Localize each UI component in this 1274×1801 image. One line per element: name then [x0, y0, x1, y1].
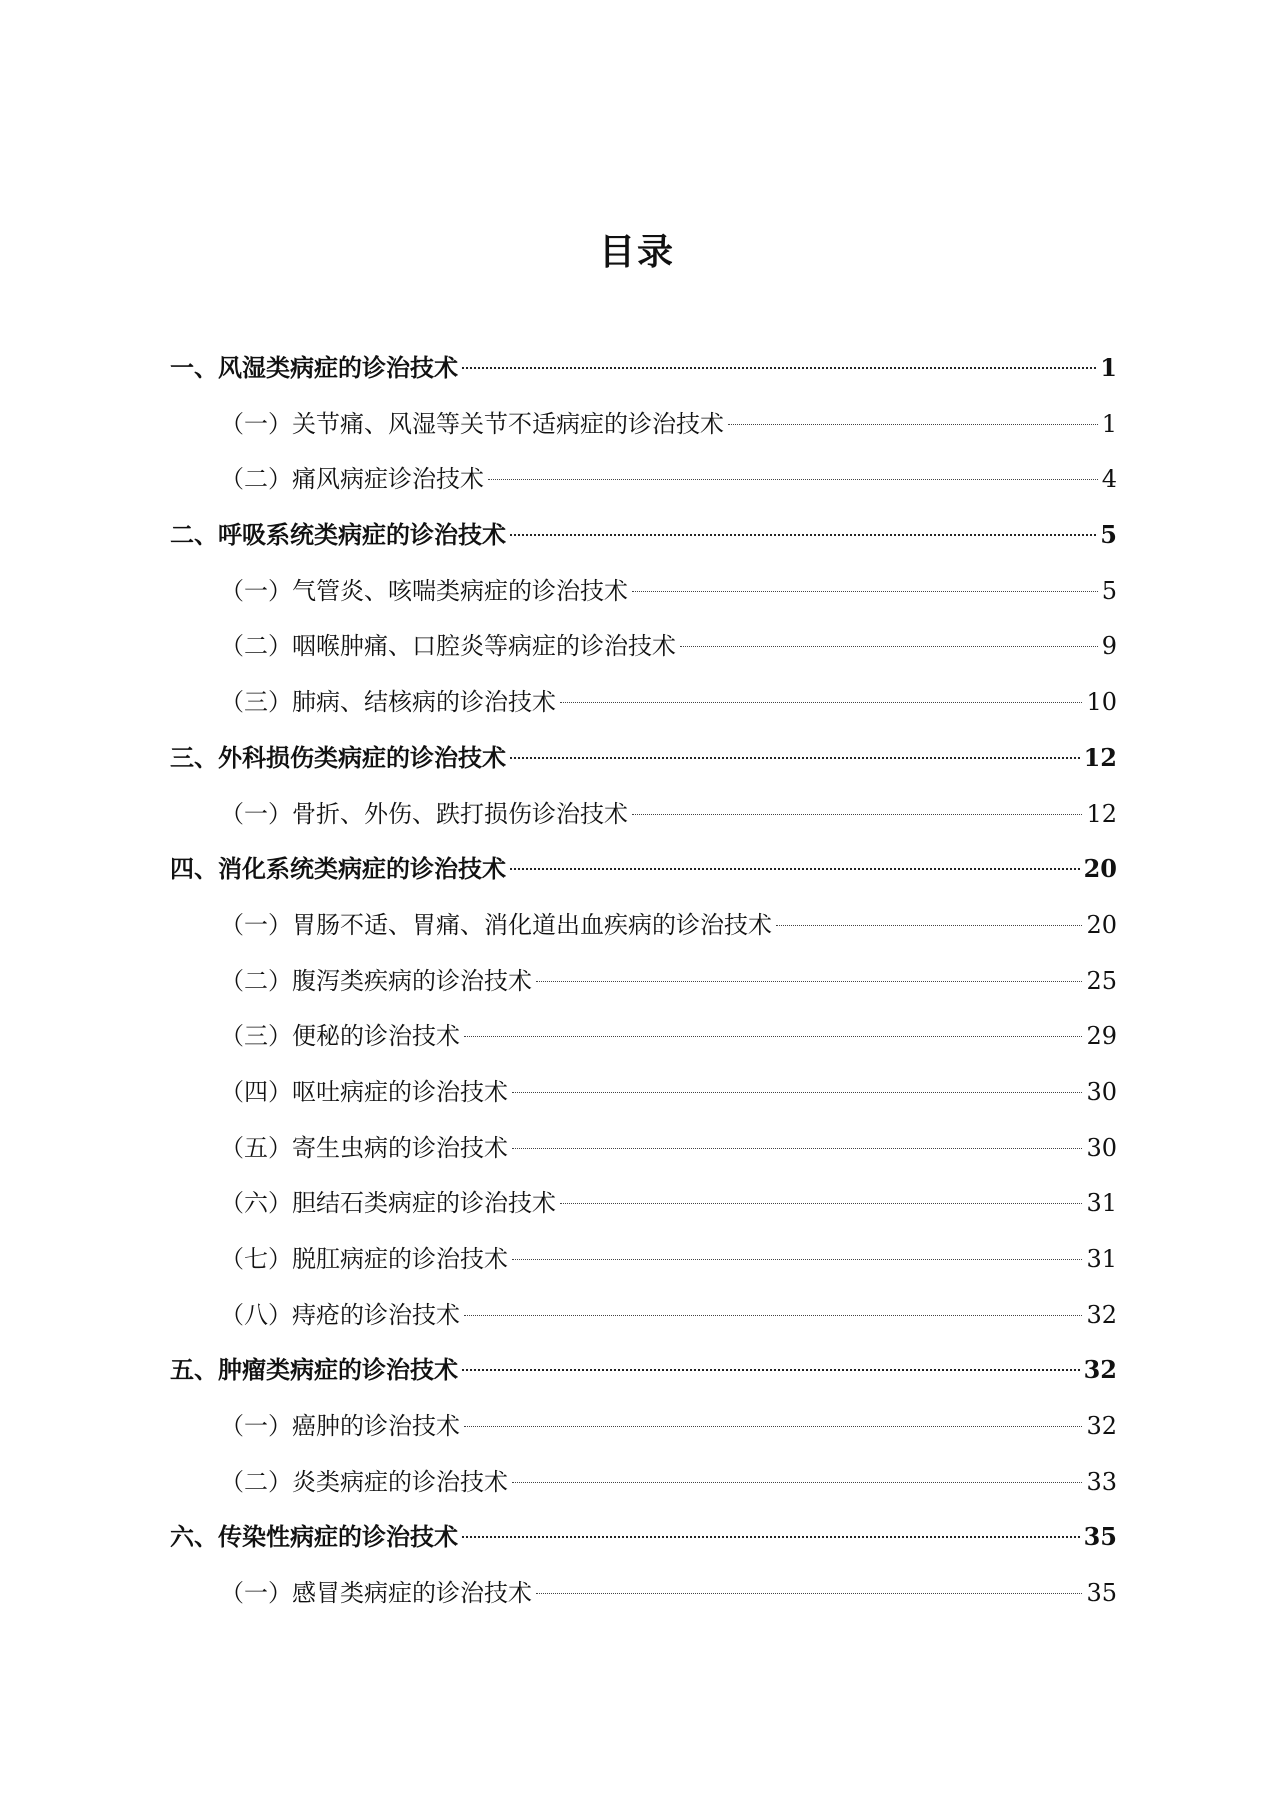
dot-leader [560, 702, 1082, 703]
toc-entry-label: （二）腹泻类疾病的诊治技术 [220, 966, 532, 995]
toc-section-entry[interactable] [170, 682, 1117, 738]
toc-section-entry[interactable] [170, 794, 1117, 850]
toc-section-entry[interactable] [170, 626, 1117, 682]
toc-entry-label: （一）气管炎、咳喘类病症的诊治技术 [220, 576, 628, 605]
toc-chapter-entry[interactable] [170, 515, 1117, 571]
toc-section-entry[interactable] [170, 1183, 1117, 1239]
toc-page-number: 9 [1101, 632, 1117, 661]
toc-chapter-entry[interactable] [170, 738, 1117, 794]
dot-leader [536, 1593, 1082, 1594]
dot-leader [510, 757, 1080, 759]
toc-entry-label: （一）关节痛、风湿等关节不适病症的诊治技术 [220, 409, 724, 438]
dot-leader [632, 591, 1098, 592]
toc-section-entry[interactable] [170, 1462, 1117, 1518]
dot-leader [462, 367, 1096, 369]
toc-section-entry[interactable] [170, 1239, 1117, 1295]
toc-page-number: 10 [1086, 688, 1117, 717]
toc-entry-label: （三）便秘的诊治技术 [220, 1022, 460, 1051]
toc-page-number: 29 [1086, 1022, 1117, 1051]
toc-entry-label: （一）感冒类病症的诊治技术 [220, 1579, 532, 1608]
toc-section-entry[interactable] [170, 961, 1117, 1017]
dot-leader [510, 534, 1096, 536]
toc-entry-label: （二）咽喉肿痛、口腔炎等病症的诊治技术 [220, 632, 676, 661]
dot-leader [536, 981, 1082, 982]
toc-entry-label: 四、消化系统类病症的诊治技术 [170, 854, 506, 884]
dot-leader [512, 1259, 1082, 1260]
toc-entry-label: （六）胆结石类病症的诊治技术 [220, 1189, 556, 1218]
toc-entry-label: （四）呕吐病症的诊治技术 [220, 1077, 508, 1106]
toc-section-entry[interactable] [170, 404, 1117, 460]
toc-section-entry[interactable] [170, 1072, 1117, 1128]
toc-chapter-entry[interactable] [170, 1350, 1117, 1406]
dot-leader [680, 646, 1098, 647]
toc-entry-label: （二）炎类病症的诊治技术 [220, 1467, 508, 1496]
toc-section-entry[interactable] [170, 1016, 1117, 1072]
toc-entry-label: （二）痛风病症诊治技术 [220, 465, 484, 494]
toc-page-number: 5 [1101, 576, 1117, 605]
toc-page-number: 30 [1086, 1077, 1117, 1106]
dot-leader [512, 1148, 1082, 1149]
toc-entry-label: 三、外科损伤类病症的诊治技术 [170, 742, 506, 772]
toc-chapter-entry[interactable] [170, 1517, 1117, 1573]
toc-entry-label: 一、风湿类病症的诊治技术 [170, 353, 458, 382]
toc-section-entry[interactable] [170, 1295, 1117, 1351]
toc-page-number: 1 [1101, 409, 1117, 438]
toc-section-entry[interactable] [170, 459, 1117, 515]
dot-leader [512, 1482, 1082, 1483]
dot-leader [464, 1315, 1082, 1316]
dot-leader [510, 868, 1080, 870]
dot-leader [464, 1036, 1082, 1037]
toc-entry-label: （八）痔疮的诊治技术 [220, 1300, 460, 1329]
toc-page-number: 12 [1083, 742, 1117, 772]
toc-section-entry[interactable] [170, 571, 1117, 627]
dot-leader [728, 424, 1098, 425]
toc-entry-label: （三）肺病、结核病的诊治技术 [220, 688, 556, 717]
toc-page-number: 20 [1086, 910, 1117, 939]
toc-page-number: 5 [1100, 520, 1117, 550]
toc-entry-label: （一）癌肿的诊治技术 [220, 1412, 460, 1441]
toc-page-number: 1 [1100, 353, 1117, 382]
toc-entry-label: 六、传染性病症的诊治技术 [170, 1522, 458, 1552]
toc-entry-label: （五）寄生虫病的诊治技术 [220, 1133, 508, 1162]
dot-leader [776, 925, 1082, 926]
table-of-contents [170, 348, 1117, 1629]
toc-page-number: 31 [1086, 1189, 1117, 1218]
toc-chapter-entry[interactable] [170, 348, 1117, 404]
dot-leader [488, 479, 1098, 480]
toc-page-number: 30 [1086, 1133, 1117, 1162]
toc-section-entry[interactable] [170, 1573, 1117, 1629]
dot-leader [632, 814, 1082, 815]
toc-page-number: 35 [1086, 1579, 1117, 1608]
toc-entry-label: （七）脱肛病症的诊治技术 [220, 1245, 508, 1273]
dot-leader [462, 1536, 1080, 1538]
toc-page-number: 32 [1086, 1412, 1117, 1441]
toc-page-number: 31 [1086, 1245, 1117, 1273]
toc-entry-label: （一）骨折、外伤、跌打损伤诊治技术 [220, 799, 628, 828]
page-title: 目录 [598, 231, 675, 273]
toc-entry-label: 二、呼吸系统类病症的诊治技术 [170, 520, 506, 550]
toc-section-entry[interactable] [170, 905, 1117, 961]
toc-chapter-entry[interactable] [170, 849, 1117, 905]
dot-leader [462, 1369, 1080, 1371]
toc-page-number: 4 [1101, 465, 1117, 494]
toc-section-entry[interactable] [170, 1406, 1117, 1462]
dot-leader [464, 1426, 1082, 1427]
toc-page-number: 35 [1083, 1522, 1117, 1552]
toc-section-entry[interactable] [170, 1128, 1117, 1184]
toc-page-number: 12 [1086, 799, 1117, 828]
toc-entry-label: （一）胃肠不适、胃痛、消化道出血疾病的诊治技术 [220, 910, 772, 939]
toc-page-number: 32 [1086, 1300, 1117, 1329]
dot-leader [512, 1092, 1082, 1093]
toc-entry-label: 五、肿瘤类病症的诊治技术 [170, 1355, 458, 1385]
toc-page-number: 20 [1083, 854, 1117, 884]
toc-page-number: 33 [1086, 1467, 1117, 1496]
dot-leader [560, 1203, 1082, 1204]
toc-page-number: 25 [1086, 966, 1117, 995]
toc-page-number: 32 [1083, 1355, 1117, 1385]
